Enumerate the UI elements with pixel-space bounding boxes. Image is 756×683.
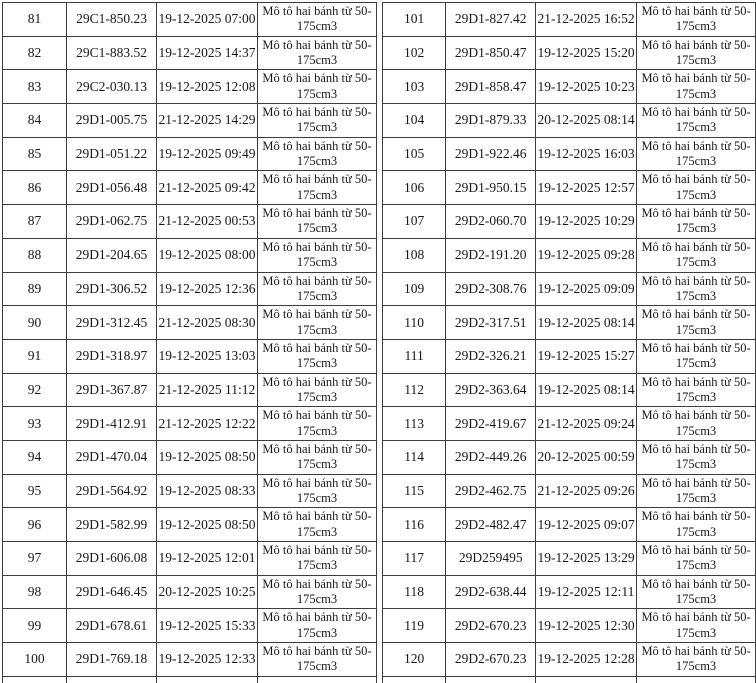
time-cell: 19-12-2025 09:09 [536, 272, 637, 306]
plate-cell: 29D1-678.61 [67, 609, 157, 643]
plate-cell: 29D1-412.91 [67, 407, 157, 441]
table-row [3, 272, 377, 306]
vehicle-type-cell [637, 3, 756, 37]
row-number-cell: 89 [3, 272, 67, 306]
vehicle-type-cell [637, 643, 756, 677]
plate-cell: 29D2-670.23 [446, 643, 536, 677]
plate-cell: 29D1-582.99 [67, 508, 157, 542]
vehicle-type-cell [637, 508, 756, 542]
vehicle-type-cell [637, 474, 756, 508]
row-number-cell: 110 [383, 306, 446, 340]
time-cell: 19-12-2025 12:28 [536, 643, 637, 677]
plate-cell: 29D2-482.47 [446, 508, 536, 542]
row-number-cell: 82 [3, 36, 67, 70]
plate-cell: 29D1-879.33 [446, 104, 536, 138]
plate-cell: 29D1-051.22 [67, 137, 157, 171]
time-cell: 19-12-2025 12:30 [536, 609, 637, 643]
row-number-cell: 107 [383, 205, 446, 239]
time-cell: 19-12-2025 14:37 [157, 36, 258, 70]
vehicle-type-line2: 175cm3 [296, 120, 338, 135]
table-row [3, 575, 377, 609]
vehicle-type-line2: 175cm3 [675, 389, 717, 404]
time-cell: 20-12-2025 08:14 [536, 104, 637, 138]
vehicle-type-cell [637, 306, 756, 340]
vehicle-type-cell [637, 542, 756, 576]
vehicle-type-line2: 175cm3 [675, 255, 717, 270]
vehicle-type-line2: 175cm3 [296, 558, 338, 573]
plate-cell: 29C1-850.23 [67, 3, 157, 37]
table-row [383, 70, 756, 104]
time-cell: 19-12-2025 08:50 [157, 440, 258, 474]
empty-cell [3, 676, 67, 683]
row-number-cell: 93 [3, 407, 67, 441]
vehicle-type-cell [258, 407, 377, 441]
vehicle-type-line2: 175cm3 [296, 592, 338, 607]
vehicle-type-line1: Mô tô hai bánh từ 50- [641, 509, 751, 524]
time-cell: 19-12-2025 10:29 [536, 205, 637, 239]
time-cell: 19-12-2025 09:49 [157, 137, 258, 171]
table-row [383, 474, 756, 508]
vehicle-type-line2: 175cm3 [296, 53, 338, 68]
row-number-cell: 88 [3, 238, 67, 272]
vehicle-type-line2: 175cm3 [296, 356, 338, 371]
vehicle-type-line1: Mô tô hai bánh từ 50- [262, 307, 372, 322]
vehicle-type-line2: 175cm3 [296, 154, 338, 169]
table-row [3, 36, 377, 70]
vehicle-type-line1: Mô tô hai bánh từ 50- [262, 408, 372, 423]
table-row [3, 205, 377, 239]
time-cell: 21-12-2025 09:24 [536, 407, 637, 441]
table-row [383, 609, 756, 643]
left-table-body [3, 3, 377, 683]
row-number-cell: 92 [3, 373, 67, 407]
table-row [383, 440, 756, 474]
table-row [3, 238, 377, 272]
table-row [383, 36, 756, 70]
row-number-cell: 98 [3, 575, 67, 609]
vehicle-type-cell [637, 609, 756, 643]
row-number-cell: 119 [383, 609, 446, 643]
row-number-cell: 101 [383, 3, 446, 37]
plate-cell: 29D1-062.75 [67, 205, 157, 239]
vehicle-type-line1: Mô tô hai bánh từ 50- [641, 644, 751, 659]
plate-cell: 29D1-564.92 [67, 474, 157, 508]
vehicle-type-cell [258, 440, 377, 474]
table-row [3, 70, 377, 104]
time-cell: 21-12-2025 14:29 [157, 104, 258, 138]
vehicle-type-cell [258, 3, 377, 37]
vehicle-type-cell [637, 171, 756, 205]
time-cell: 20-12-2025 00:59 [536, 440, 637, 474]
vehicle-type-line2: 175cm3 [296, 389, 338, 404]
row-number-cell: 116 [383, 508, 446, 542]
vehicle-type-line1: Mô tô hai bánh từ 50- [262, 475, 372, 490]
vehicle-type-line1: Mô tô hai bánh từ 50- [641, 340, 751, 355]
time-cell: 21-12-2025 09:42 [157, 171, 258, 205]
empty-cell [258, 676, 377, 683]
vehicle-type-line1: Mô tô hai bánh từ 50- [262, 37, 372, 52]
vehicle-type-line1: Mô tô hai bánh từ 50- [641, 441, 751, 456]
vehicle-type-line2: 175cm3 [675, 625, 717, 640]
row-number-cell: 83 [3, 70, 67, 104]
row-number-cell: 103 [383, 70, 446, 104]
table-row [3, 3, 377, 37]
vehicle-type-cell [258, 137, 377, 171]
vehicle-type-line1: Mô tô hai bánh từ 50- [641, 239, 751, 254]
table-row [383, 137, 756, 171]
plate-cell: 29D1-204.65 [67, 238, 157, 272]
vehicle-type-cell [637, 272, 756, 306]
row-number-cell: 96 [3, 508, 67, 542]
time-cell: 19-12-2025 12:08 [157, 70, 258, 104]
table-row [3, 440, 377, 474]
table-row [3, 373, 377, 407]
vehicle-type-line2: 175cm3 [675, 356, 717, 371]
vehicle-type-cell [258, 542, 377, 576]
table-row [3, 306, 377, 340]
plate-cell: 29C1-883.52 [67, 36, 157, 70]
time-cell: 19-12-2025 12:01 [157, 542, 258, 576]
vehicle-type-cell [258, 306, 377, 340]
vehicle-type-line2: 175cm3 [675, 490, 717, 505]
vehicle-type-line1: Mô tô hai bánh từ 50- [641, 4, 751, 19]
vehicle-type-cell [258, 373, 377, 407]
vehicle-type-cell [637, 205, 756, 239]
table-row [3, 171, 377, 205]
plate-cell: 29D2-670.23 [446, 609, 536, 643]
vehicle-type-line1: Mô tô hai bánh từ 50- [262, 273, 372, 288]
table-row [383, 339, 756, 373]
right-table-body [383, 3, 756, 683]
vehicle-type-line2: 175cm3 [675, 524, 717, 539]
table-row [3, 104, 377, 138]
row-number-cell: 109 [383, 272, 446, 306]
table-row [3, 643, 377, 677]
vehicle-type-line1: Mô tô hai bánh từ 50- [641, 138, 751, 153]
time-cell: 21-12-2025 12:22 [157, 407, 258, 441]
table-row [383, 306, 756, 340]
row-number-cell: 118 [383, 575, 446, 609]
plate-cell: 29D2-363.64 [446, 373, 536, 407]
row-number-cell: 99 [3, 609, 67, 643]
vehicle-type-line2: 175cm3 [296, 288, 338, 303]
vehicle-type-line1: Mô tô hai bánh từ 50- [641, 206, 751, 221]
plate-cell: 29D259495 [446, 542, 536, 576]
vehicle-type-line2: 175cm3 [675, 187, 717, 202]
row-number-cell: 117 [383, 542, 446, 576]
plate-cell: 29D1-827.42 [446, 3, 536, 37]
table-row [3, 407, 377, 441]
partial-row [383, 676, 756, 683]
vehicle-type-line1: Mô tô hai bánh từ 50- [262, 340, 372, 355]
time-cell: 19-12-2025 16:03 [536, 137, 637, 171]
plate-cell: 29D1-005.75 [67, 104, 157, 138]
plate-cell: 29D1-312.45 [67, 306, 157, 340]
vehicle-type-line1: Mô tô hai bánh từ 50- [262, 509, 372, 524]
vehicle-type-cell [637, 440, 756, 474]
plate-cell: 29D1-858.47 [446, 70, 536, 104]
empty-cell [446, 676, 536, 683]
row-number-cell: 108 [383, 238, 446, 272]
plate-cell: 29D1-306.52 [67, 272, 157, 306]
vehicle-type-cell [637, 575, 756, 609]
vehicle-type-line1: Mô tô hai bánh từ 50- [641, 475, 751, 490]
plate-cell: 29D1-950.15 [446, 171, 536, 205]
plate-cell: 29D1-922.46 [446, 137, 536, 171]
vehicle-type-cell [637, 137, 756, 171]
row-number-cell: 90 [3, 306, 67, 340]
plate-cell: 29D1-606.08 [67, 542, 157, 576]
time-cell: 19-12-2025 13:03 [157, 339, 258, 373]
vehicle-type-line2: 175cm3 [675, 86, 717, 101]
table-row [383, 373, 756, 407]
vehicle-type-line1: Mô tô hai bánh từ 50- [641, 576, 751, 591]
vehicle-type-cell [258, 339, 377, 373]
row-number-cell: 113 [383, 407, 446, 441]
row-number-cell: 106 [383, 171, 446, 205]
plate-cell: 29D1-470.04 [67, 440, 157, 474]
time-cell: 21-12-2025 08:30 [157, 306, 258, 340]
time-cell: 19-12-2025 07:00 [157, 3, 258, 37]
row-number-cell: 85 [3, 137, 67, 171]
vehicle-type-cell [258, 70, 377, 104]
time-cell: 19-12-2025 15:33 [157, 609, 258, 643]
time-cell: 19-12-2025 08:00 [157, 238, 258, 272]
vehicle-type-cell [637, 36, 756, 70]
time-cell: 19-12-2025 09:07 [536, 508, 637, 542]
vehicle-type-line2: 175cm3 [675, 154, 717, 169]
empty-cell [157, 676, 258, 683]
vehicle-type-line2: 175cm3 [296, 221, 338, 236]
row-number-cell: 100 [3, 643, 67, 677]
vehicle-type-cell [258, 205, 377, 239]
vehicle-type-cell [258, 36, 377, 70]
vehicle-type-line1: Mô tô hai bánh từ 50- [262, 644, 372, 659]
vehicle-type-line2: 175cm3 [675, 423, 717, 438]
time-cell: 19-12-2025 09:28 [536, 238, 637, 272]
table-row [383, 643, 756, 677]
row-number-cell: 111 [383, 339, 446, 373]
row-number-cell: 112 [383, 373, 446, 407]
vehicle-type-line2: 175cm3 [296, 457, 338, 472]
row-number-cell: 97 [3, 542, 67, 576]
table-row [3, 542, 377, 576]
vehicle-type-line1: Mô tô hai bánh từ 50- [262, 543, 372, 558]
vehicle-type-line2: 175cm3 [675, 120, 717, 135]
vehicle-type-line1: Mô tô hai bánh từ 50- [262, 610, 372, 625]
plate-cell: 29D2-638.44 [446, 575, 536, 609]
vehicle-type-cell [637, 238, 756, 272]
vehicle-type-cell [258, 508, 377, 542]
time-cell: 19-12-2025 15:27 [536, 339, 637, 373]
vehicle-type-line1: Mô tô hai bánh từ 50- [262, 138, 372, 153]
plate-cell: 29D2-308.76 [446, 272, 536, 306]
vehicle-type-line2: 175cm3 [675, 288, 717, 303]
row-number-cell: 94 [3, 440, 67, 474]
plate-cell: 29D2-191.20 [446, 238, 536, 272]
plate-cell: 29D1-056.48 [67, 171, 157, 205]
vehicle-type-line2: 175cm3 [675, 221, 717, 236]
vehicle-type-cell [258, 238, 377, 272]
table-row [383, 3, 756, 37]
time-cell: 21-12-2025 11:12 [157, 373, 258, 407]
time-cell: 19-12-2025 08:50 [157, 508, 258, 542]
vehicle-type-cell [637, 407, 756, 441]
empty-cell [637, 676, 756, 683]
vehicle-type-cell [258, 272, 377, 306]
table-row [383, 104, 756, 138]
vehicle-type-line1: Mô tô hai bánh từ 50- [262, 4, 372, 19]
vehicle-type-line2: 175cm3 [675, 592, 717, 607]
time-cell: 19-12-2025 12:57 [536, 171, 637, 205]
vehicle-type-cell [258, 575, 377, 609]
vehicle-type-line2: 175cm3 [296, 255, 338, 270]
vehicle-type-cell [258, 643, 377, 677]
plate-cell: 29D1-646.45 [67, 575, 157, 609]
vehicle-type-line2: 175cm3 [675, 659, 717, 674]
table-row [383, 238, 756, 272]
vehicle-type-cell [637, 70, 756, 104]
vehicle-type-cell [637, 339, 756, 373]
vehicle-type-line1: Mô tô hai bánh từ 50- [641, 172, 751, 187]
vehicle-type-line1: Mô tô hai bánh từ 50- [262, 374, 372, 389]
plate-cell: 29C2-030.13 [67, 70, 157, 104]
row-number-cell: 86 [3, 171, 67, 205]
vehicle-type-line1: Mô tô hai bánh từ 50- [262, 239, 372, 254]
table-row [3, 609, 377, 643]
plate-cell: 29D1-850.47 [446, 36, 536, 70]
row-number-cell: 84 [3, 104, 67, 138]
time-cell: 19-12-2025 12:11 [536, 575, 637, 609]
vehicle-type-line1: Mô tô hai bánh từ 50- [262, 441, 372, 456]
vehicle-type-cell [258, 104, 377, 138]
row-number-cell: 114 [383, 440, 446, 474]
vehicle-type-line2: 175cm3 [675, 19, 717, 34]
row-number-cell: 120 [383, 643, 446, 677]
vehicle-type-line1: Mô tô hai bánh từ 50- [641, 71, 751, 86]
table-row [3, 339, 377, 373]
vehicle-type-line2: 175cm3 [675, 457, 717, 472]
vehicle-type-line2: 175cm3 [296, 659, 338, 674]
empty-cell [67, 676, 157, 683]
vehicle-type-cell [637, 104, 756, 138]
row-number-cell: 104 [383, 104, 446, 138]
vehicle-type-line1: Mô tô hai bánh từ 50- [641, 273, 751, 288]
vehicle-type-line2: 175cm3 [296, 625, 338, 640]
table-row [3, 508, 377, 542]
time-cell: 21-12-2025 00:53 [157, 205, 258, 239]
row-number-cell: 105 [383, 137, 446, 171]
time-cell: 19-12-2025 12:36 [157, 272, 258, 306]
plate-cell: 29D2-462.75 [446, 474, 536, 508]
violation-table-right [382, 2, 756, 683]
plate-cell: 29D1-769.18 [67, 643, 157, 677]
violation-table-left [2, 2, 377, 683]
time-cell: 19-12-2025 08:14 [536, 306, 637, 340]
row-number-cell: 91 [3, 339, 67, 373]
plate-cell: 29D1-318.97 [67, 339, 157, 373]
vehicle-type-line2: 175cm3 [296, 19, 338, 34]
vehicle-type-line1: Mô tô hai bánh từ 50- [262, 576, 372, 591]
time-cell: 19-12-2025 12:33 [157, 643, 258, 677]
vehicle-type-cell [258, 171, 377, 205]
table-row [383, 542, 756, 576]
table-row [383, 575, 756, 609]
time-cell: 21-12-2025 16:52 [536, 3, 637, 37]
plate-cell: 29D2-449.26 [446, 440, 536, 474]
plate-cell: 29D2-419.67 [446, 407, 536, 441]
table-row [3, 137, 377, 171]
vehicle-type-line2: 175cm3 [296, 423, 338, 438]
time-cell: 19-12-2025 10:23 [536, 70, 637, 104]
vehicle-type-line2: 175cm3 [296, 490, 338, 505]
time-cell: 21-12-2025 09:26 [536, 474, 637, 508]
time-cell: 20-12-2025 10:25 [157, 575, 258, 609]
row-number-cell: 102 [383, 36, 446, 70]
plate-cell: 29D2-317.51 [446, 306, 536, 340]
row-number-cell: 87 [3, 205, 67, 239]
vehicle-type-line1: Mô tô hai bánh từ 50- [262, 105, 372, 120]
vehicle-type-cell [637, 373, 756, 407]
table-row [383, 508, 756, 542]
empty-cell [536, 676, 637, 683]
vehicle-type-line2: 175cm3 [296, 322, 338, 337]
vehicle-type-line1: Mô tô hai bánh từ 50- [641, 37, 751, 52]
table-row [3, 474, 377, 508]
empty-cell [383, 676, 446, 683]
table-row [383, 272, 756, 306]
vehicle-type-line2: 175cm3 [296, 187, 338, 202]
plate-cell: 29D1-367.87 [67, 373, 157, 407]
vehicle-type-line1: Mô tô hai bánh từ 50- [262, 172, 372, 187]
row-number-cell: 115 [383, 474, 446, 508]
table-row [383, 171, 756, 205]
vehicle-type-line2: 175cm3 [296, 86, 338, 101]
plate-cell: 29D2-060.70 [446, 205, 536, 239]
partial-row [3, 676, 377, 683]
time-cell: 19-12-2025 08:33 [157, 474, 258, 508]
row-number-cell: 81 [3, 3, 67, 37]
vehicle-type-line1: Mô tô hai bánh từ 50- [641, 374, 751, 389]
time-cell: 19-12-2025 08:14 [536, 373, 637, 407]
vehicle-type-line1: Mô tô hai bánh từ 50- [641, 408, 751, 423]
vehicle-type-line2: 175cm3 [675, 558, 717, 573]
vehicle-type-cell [258, 474, 377, 508]
time-cell: 19-12-2025 13:29 [536, 542, 637, 576]
table-row [383, 407, 756, 441]
vehicle-type-line1: Mô tô hai bánh từ 50- [641, 543, 751, 558]
vehicle-type-cell [258, 609, 377, 643]
plate-cell: 29D2-326.21 [446, 339, 536, 373]
row-number-cell: 95 [3, 474, 67, 508]
vehicle-type-line2: 175cm3 [296, 524, 338, 539]
vehicle-type-line1: Mô tô hai bánh từ 50- [262, 71, 372, 86]
vehicle-type-line2: 175cm3 [675, 322, 717, 337]
vehicle-type-line1: Mô tô hai bánh từ 50- [262, 206, 372, 221]
vehicle-type-line1: Mô tô hai bánh từ 50- [641, 307, 751, 322]
table-row [383, 205, 756, 239]
vehicle-type-line1: Mô tô hai bánh từ 50- [641, 610, 751, 625]
time-cell: 19-12-2025 15:20 [536, 36, 637, 70]
vehicle-type-line1: Mô tô hai bánh từ 50- [641, 105, 751, 120]
vehicle-type-line2: 175cm3 [675, 53, 717, 68]
